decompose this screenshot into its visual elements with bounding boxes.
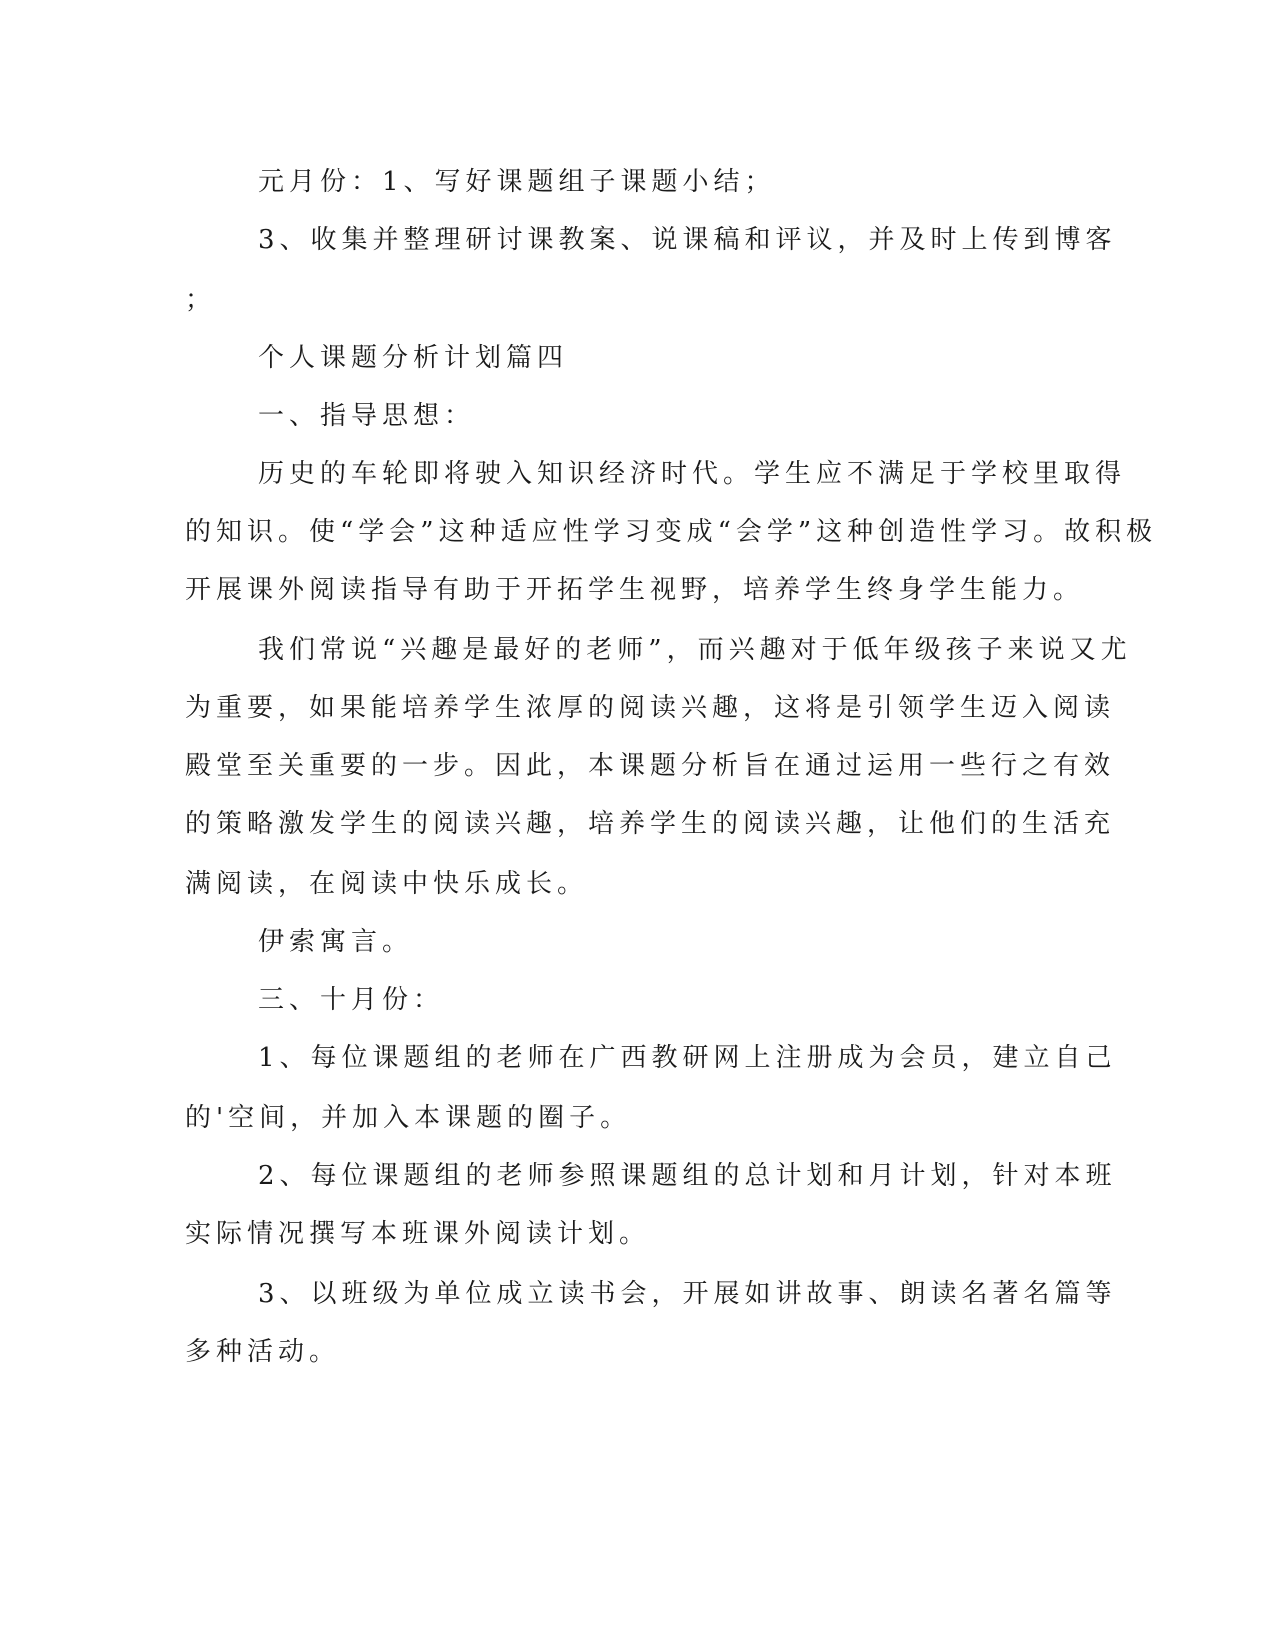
text-line: 元月份：1、写好课题组子课题小结； — [258, 167, 776, 197]
paragraph-line: 历史的车轮即将驶入知识经济时代。学生应不满足于学校里取得 — [258, 459, 1127, 489]
paragraph-line: 的策略激发学生的阅读兴趣，培养学生的阅读兴趣，让他们的生活充 — [185, 809, 1116, 839]
list-item-line: 实际情况撰写本班课外阅读计划。 — [185, 1219, 651, 1249]
section-heading: 一、指导思想： — [258, 401, 476, 431]
paragraph-line: 的知识。使“学会”这种适应性学习变成“会学”这种创造性学习。故积极 — [185, 517, 1158, 547]
text-line: ； — [185, 285, 217, 315]
list-item-line: 3、以班级为单位成立读书会，开展如讲故事、朗读名著名篇等 — [258, 1279, 1117, 1309]
list-item-line: 多种活动。 — [185, 1337, 341, 1367]
section-heading: 三、十月份： — [258, 985, 445, 1015]
paragraph-line: 我们常说“兴趣是最好的老师”，而兴趣对于低年级孩子来说又尤 — [258, 635, 1132, 665]
paragraph-line: 为重要，如果能培养学生浓厚的阅读兴趣，这将是引领学生迈入阅读 — [185, 693, 1116, 723]
text-line: 3、收集并整理研讨课教案、说课稿和评议，并及时上传到博客 — [258, 225, 1117, 255]
paragraph-line: 开展课外阅读指导有助于开拓学生视野，培养学生终身学生能力。 — [185, 575, 1085, 605]
section-heading: 个人课题分析计划篇四 — [258, 343, 569, 373]
list-item-line: 1、每位课题组的老师在广西教研网上注册成为会员，建立自己 — [258, 1043, 1117, 1073]
text-line: 伊索寓言。 — [258, 927, 414, 957]
list-item-line: 的'空间，并加入本课题的圈子。 — [185, 1103, 632, 1133]
paragraph-line: 满阅读，在阅读中快乐成长。 — [185, 869, 589, 899]
paragraph-line: 殿堂至关重要的一步。因此，本课题分析旨在通过运用一些行之有效 — [185, 751, 1116, 781]
list-item-line: 2、每位课题组的老师参照课题组的总计划和月计划，针对本班 — [258, 1161, 1117, 1191]
